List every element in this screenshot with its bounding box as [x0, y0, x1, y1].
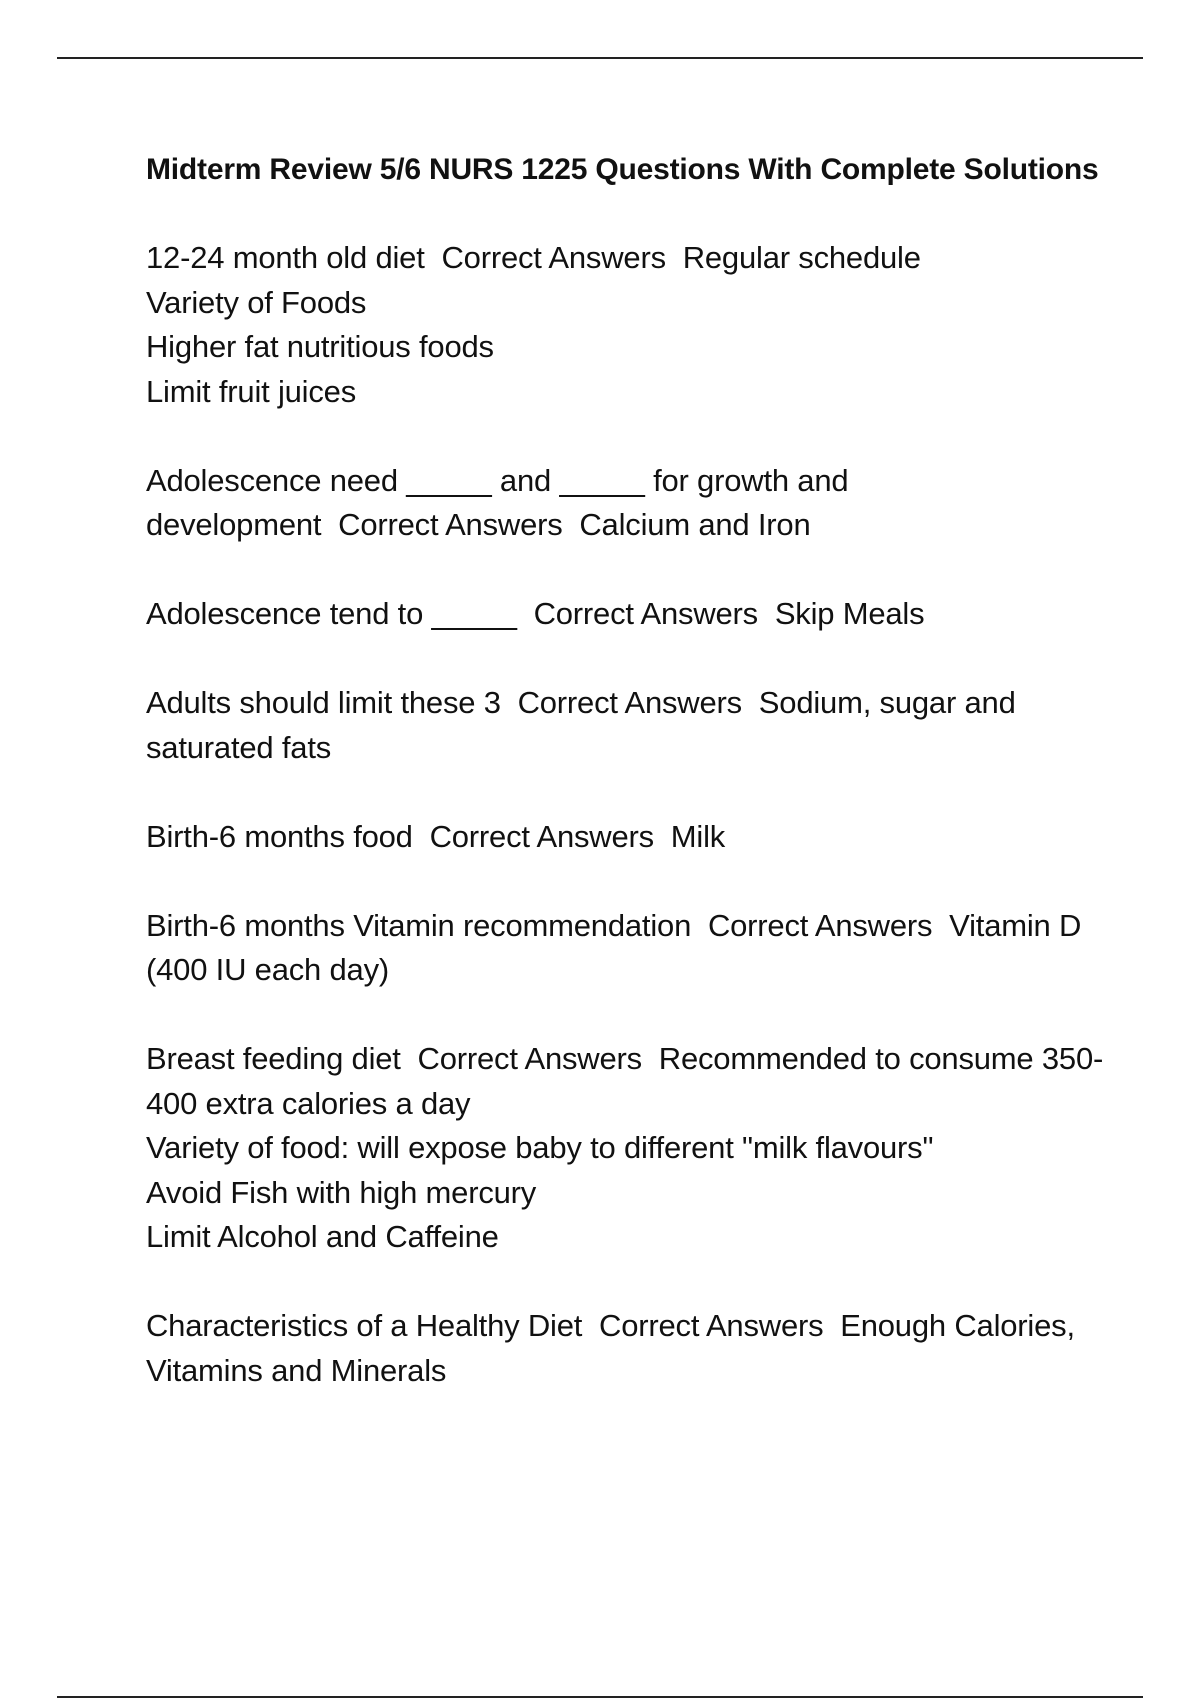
answer-line: Calcium and Iron — [579, 507, 811, 542]
answer-line: Higher fat nutritious foods — [146, 329, 494, 364]
answer-line: Recommended to consume 350-400 extra calories a day — [146, 1041, 1104, 1121]
qa-item — [146, 904, 1106, 993]
question-text: Characteristics of a Healthy Diet — [146, 1308, 583, 1343]
answer-separator: Correct Answers — [533, 596, 758, 631]
question-text: Birth-6 months Vitamin recommendation — [146, 907, 692, 943]
qa-item — [146, 1304, 1106, 1393]
question-text: Birth-6 months food — [146, 818, 413, 854]
qa-item — [146, 236, 1106, 414]
qa-item — [146, 681, 1106, 770]
qa-item — [146, 1037, 1106, 1260]
question-text: 12-24 month old diet — [146, 240, 425, 275]
answer-line: Limit fruit juices — [146, 373, 357, 409]
answer-line: Enough Calories, Vitamins and Minerals — [146, 1308, 1075, 1388]
answer-separator: Correct Answers — [417, 1041, 642, 1076]
answer-line: Milk — [670, 818, 726, 854]
question-text: Adolescence need _____ and _____ for growth and development — [146, 462, 849, 542]
question-text: Adolescence tend to _____ — [146, 596, 517, 631]
answer-line: Sodium, sugar and saturated fats — [146, 685, 1016, 765]
document-body — [146, 148, 1106, 1438]
answer-line: Vitamin D (400 IU each day) — [146, 907, 1082, 987]
answer-separator: Correct Answers — [599, 1308, 824, 1343]
answer-line: Skip Meals — [774, 596, 925, 631]
qa-item — [146, 459, 1106, 548]
answer-line: Variety of Foods — [146, 284, 367, 320]
answer-line: Regular schedule — [682, 240, 921, 275]
answer-line: Limit Alcohol and Caffeine — [146, 1219, 499, 1254]
qa-item — [146, 592, 1106, 637]
answer-line: Avoid Fish with high mercury — [146, 1174, 537, 1210]
question-text: Breast feeding diet — [146, 1041, 401, 1076]
top-rule — [57, 57, 1143, 59]
answer-separator: Correct Answers — [441, 240, 666, 275]
answer-separator: Correct Answers — [338, 507, 563, 542]
bottom-rule — [57, 1696, 1143, 1698]
answer-separator: Correct Answers — [517, 685, 742, 720]
answer-separator: Correct Answers — [707, 907, 933, 943]
answer-line: Variety of food: will expose baby to different "milk flavours" — [146, 1130, 934, 1165]
document-title: Midterm Review 5/6 NURS 1225 Questions With Complete Solutions — [146, 153, 1099, 186]
qa-item — [146, 815, 1106, 860]
answer-separator: Correct Answers — [429, 818, 654, 854]
question-text: Adults should limit these 3 — [146, 685, 501, 720]
